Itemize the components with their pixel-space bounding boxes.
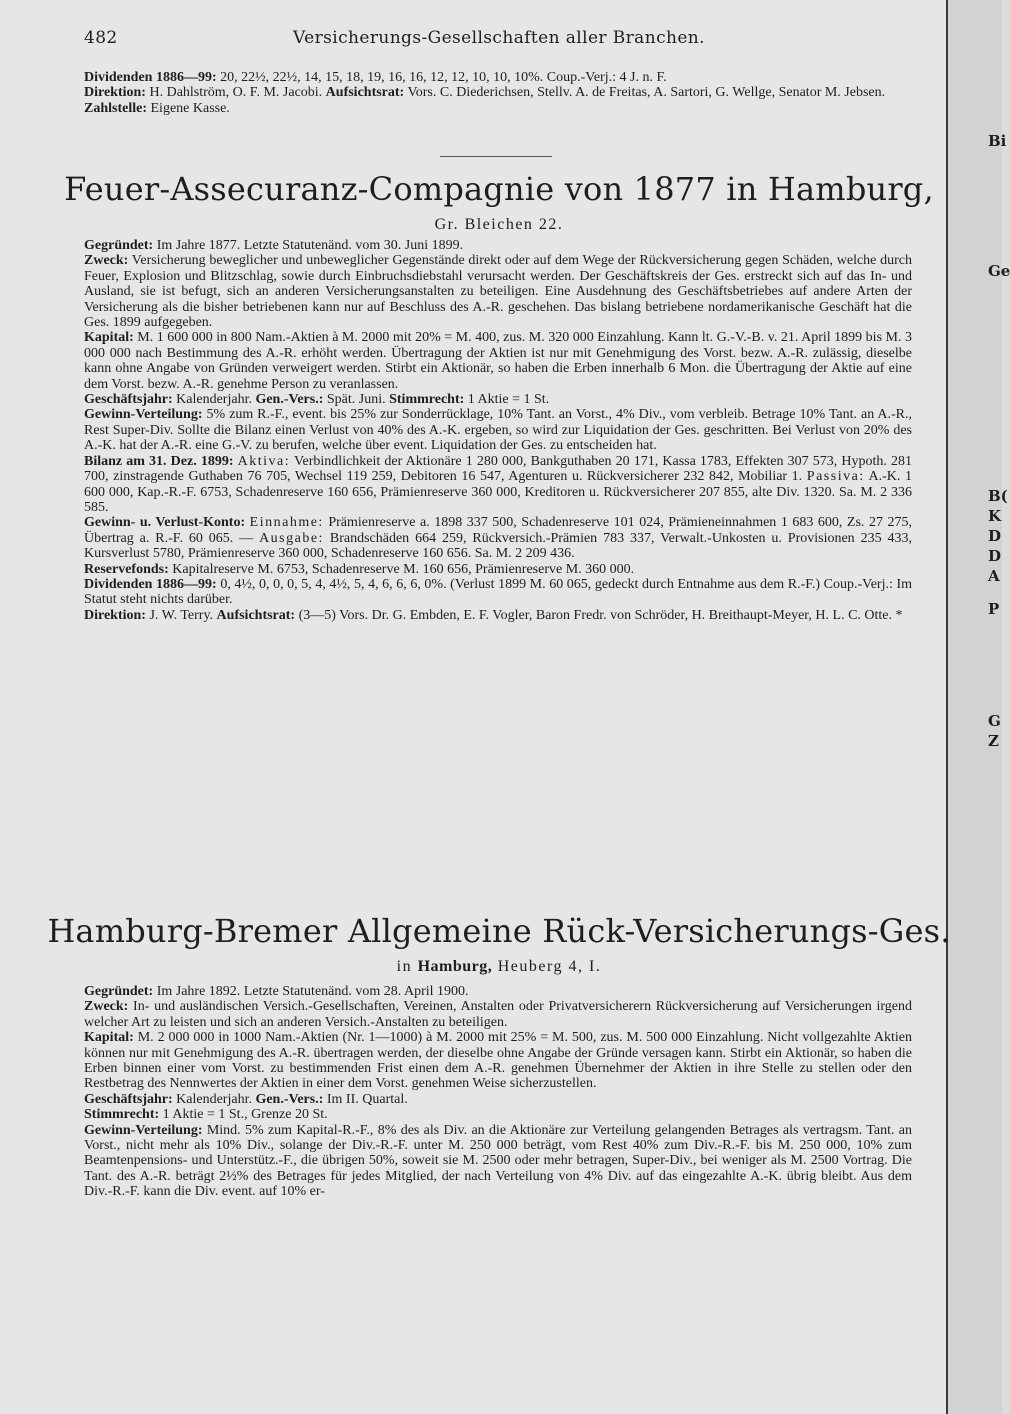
stimmrecht-text: 1 Aktie = 1 St. [467, 392, 550, 408]
company1-address: Gr. Bleichen 22. [434, 216, 564, 233]
dividenden-label: Dividenden 1886—99: [84, 576, 217, 592]
gutter-fragment: Z [988, 732, 999, 750]
passiva-text: A.-K. 1 600 000, Kap.-R.-F. 6753, Schadenreserve 160 656, Prämienreserve 360 000, Kreditoren u. Rückversicherer 207 855, alte Div. 1320. Sa. M. 2 336 585. [84, 469, 912, 515]
gutter-fragment: D [988, 547, 1002, 565]
aktiva-text: Verbindlichkeit der Aktionäre 1 280 000, Bankguthaben 20 171, Kassa 1783, Effekten 307 573, Hypoth. 281 700, zinstragende Guthaben 76 705, Wechsel 119 259, Debitoren 16 547, Agenturen u. Rückversicherer 232 842, Mobiliar 1. [84, 453, 912, 485]
reservefonds-text: Kapitalreserve M. 6753, Schadenreserve M. 160 656, Prämienreserve M. 360 000. [172, 561, 635, 577]
gegruendet-paragraph [84, 238, 912, 253]
gewinn-label: Gewinn-Verteilung: [84, 1122, 203, 1138]
geschaeftsjahr-text: Kalenderjahr. [176, 1091, 252, 1107]
company2-body [84, 984, 912, 1200]
gewinn-label: Gewinn-Verteilung: [84, 407, 203, 423]
address-prefix: in [396, 958, 413, 975]
gegruendet-text: Im Jahre 1892. Letzte Statutenänd. vom 28. April 1900. [156, 984, 469, 999]
gutter-fragment: Ge [988, 262, 1010, 280]
zweck-paragraph [84, 999, 912, 1030]
zahlstelle-text: Eigene Kasse. [150, 100, 230, 116]
gewinn-verteilung-paragraph [84, 407, 912, 453]
direktion-text: J. W. Terry. [149, 607, 214, 623]
previous-entry-tail [84, 70, 912, 116]
gutter-fragment: K [988, 507, 1002, 525]
genvers-text: Spät. Juni. [326, 392, 386, 408]
aufsichtsrat-text: (3—5) Vors. Dr. G. Embden, E. F. Vogler, Baron Fredr. von Schröder, H. Breithaupt-Meyer, H. L. C. Otte. * [298, 607, 903, 623]
gewinn-text: Mind. 5% zum Kapital-R.-F., 8% des als Div. an die Aktionäre zur Verteilung gelangenden Betrages als vertragsm. Tant. an Vorst., nicht mehr als 10% Div., solange der Div.-R.-F. unter M. 250 000 beträgt, vom Rest 40% zum Div.-R.-F. bis M. 250 000, 10% zum Beamtenpensions- und Unterstütz.-F., die übrigen 50%, soweit sie M. 2500 oder mehr betragen, Super-Div., bei weniger als M. 2500 Vortrag. Die Tant. des A.-R. beträgt 2½% des Betrages für jedes Mitglied, der nach Verteilung von 4% Div. auf das eingezahlte A.-K. übrig bleibt. Aus dem Div.-R.-F. kann die Div. event. auf 10% er- [84, 1122, 913, 1200]
company1-title: Feuer-Assecuranz-Compagnie von 1877 in Hamburg, [64, 170, 934, 208]
guv-label: Gewinn- u. Verlust-Konto: [84, 515, 246, 531]
dividenden-paragraph [84, 577, 912, 608]
running-header [84, 28, 914, 54]
gutter-fragment: D [988, 527, 1002, 545]
gutter-fragment: B( [988, 487, 1008, 505]
kapital-label: Kapital: [84, 1030, 134, 1046]
gewinn-text: 5% zum R.-F., event. bis 25% zur Sonderrücklage, 10% Tant. an Vorst., 4% Div., vom verbleib. Betrage 10% Tant. an A.-R., Rest Super-Div. Sollte die Bilanz einen Verlust von 40% des A.-K. ergeben, so wird zur Liquidation der Ges. geschritten. Bei Verlust von 20% des A.-K. hat der A.-R. eine G.-V. zu berufen, welche über event. Liquidation der Ges. zu entscheiden hat. [84, 407, 913, 454]
reservefonds-paragraph [84, 562, 912, 577]
passiva-label: Passiva: [806, 469, 865, 485]
dividenden-label: Dividenden 1886—99: [84, 70, 217, 85]
zweck-text: In- und ausländischen Versich.-Gesellschaften, Vereinen, Anstalten oder Privatversicherern Rückversicherung auf Versicherungen irgend welcher Art zu leisten und sich an anderen Versich.-Anstalten zu beteiligen. [84, 999, 913, 1030]
reservefonds-label: Reservefonds: [84, 561, 169, 577]
direktion-label: Direktion: [84, 85, 146, 101]
kapital-paragraph [84, 330, 912, 392]
stimmrecht-label: Stimmrecht: [84, 1107, 160, 1123]
bilanz-label: Bilanz am 31. Dez. 1899: [84, 453, 234, 469]
kapital-paragraph [84, 1030, 912, 1092]
direktion-paragraph [84, 608, 912, 623]
gutter-fragment: A [988, 567, 1000, 585]
section-divider [440, 156, 552, 157]
gutter-fragment: G [988, 712, 1001, 730]
zweck-label: Zweck: [84, 253, 129, 269]
stimmrecht-text: 1 Aktie = 1 St., Grenze 20 St. [162, 1107, 328, 1123]
company1-body [84, 238, 912, 623]
gewinn-verteilung-paragraph [84, 1123, 912, 1200]
aufsichtsrat-label: Aufsichtsrat: [216, 607, 296, 623]
gegruendet-paragraph [84, 984, 912, 999]
adjacent-page-edge [946, 0, 1010, 1414]
einnahme-label: Einnahme: [249, 515, 324, 531]
kapital-label: Kapital: [84, 330, 134, 346]
kapital-text: M. 1 600 000 in 800 Nam.-Aktien à M. 2000 mit 20% = M. 400, zus. M. 320 000 Einzahlung. Kann lt. G.-V.-B. v. 21. April 1899 bis M. 3 000 000 nach Bestimmung des A.-R. erhöht werden. Übertragung der Aktien ist nur mit Genehmigung des Vorst. bezw. A.-R. zulässig, dieselbe kann ohne Angabe von Gründen verweigert werden. Stirbt ein Aktionär, so haben die Erben innerhalb 6 Mon. die Übertragung der Aktie auf eine dem Vorst. bezw. A.-R. genehme Person zu veranlassen. [84, 330, 912, 392]
genvers-label: Gen.-Vers.: [255, 1091, 324, 1107]
einnahme-text: Prämienreserve a. 1898 337 500, Schadenreserve 101 024, Prämieneinnahmen 1 683 600, Zs. 27 275, Übertrag a. R.-F. 60 065. — [84, 515, 912, 546]
aktiva-label: Aktiva: [237, 453, 291, 469]
direktion-paragraph [84, 85, 912, 100]
dividenden-text: 0, 4½, 0, 0, 0, 5, 4, 4½, 5, 4, 6, 6, 6, 0%. (Verlust 1899 M. 60 065, gedeckt durch Entnahme aus dem R.-F.) Coup.-Verj.: Im Statut steht nichts darüber. [84, 576, 913, 608]
gutter-fragment: Bi [988, 132, 1007, 150]
page-number: 482 [84, 28, 118, 48]
bilanz-paragraph [84, 454, 912, 516]
aufsichtsrat-label: Aufsichtsrat: [325, 85, 405, 101]
geschaeftsjahr-paragraph [84, 1092, 912, 1107]
guv-paragraph [84, 515, 912, 561]
aufsichtsrat-text: Vors. C. Diederichsen, Stellv. A. de Freitas, A. Sartori, G. Wellge, Senator M. Jebsen. [407, 85, 886, 101]
ausgabe-text: Brandschäden 664 259, Rückversich.-Prämien 783 337, Verwalt.-Unkosten u. Provisionen 235 433, Kursverlust 5780, Prämienreserve 360 000, Schadenreserve 160 656. Sa. M. 2 209 436. [84, 530, 912, 562]
gegruendet-label: Gegründet: [84, 984, 154, 999]
dividenden-text: 20, 22½, 22½, 14, 15, 18, 19, 16, 16, 12, 12, 10, 10, 10%. Coup.-Verj.: 4 J. n. F. [220, 70, 667, 85]
stimmrecht-label: Stimmrecht: [389, 392, 465, 408]
zahlstelle-label: Zahlstelle: [84, 100, 147, 116]
zweck-paragraph [84, 253, 912, 330]
direktion-label: Direktion: [84, 607, 146, 623]
dividenden-paragraph [84, 70, 912, 85]
gutter-fragment: P [988, 600, 1000, 618]
geschaeftsjahr-label: Geschäftsjahr: [84, 1091, 173, 1107]
stimmrecht-paragraph [84, 1107, 912, 1122]
direktion-text: H. Dahlström, O. F. M. Jacobi. [149, 85, 323, 101]
kapital-text: M. 2 000 000 in 1000 Nam.-Aktien (Nr. 1—1000) à M. 2000 mit 25% = M. 500, zus. M. 500 000 Einzahlung. Nicht vollgezahlte Aktien können nur mit Genehmigung des A.-R. übertragen werden, der dieselbe ohne Angabe der Gründe versagen kann. Stirbt ein Aktionär, so haben die Erben binnen einer vom Vorst. zu bestimmenden Frist einen dem A.-R. genehmen Übernehmer der Aktien in ihre Stelle zu stellen oder den Restbetrag des Nennwertes der Aktien in einer dem Vorst. genehmen Weise sicherzustellen. [84, 1030, 912, 1092]
genvers-text: Im II. Quartal. [326, 1091, 408, 1107]
company2-address [40, 958, 958, 976]
address-city: Hamburg, [417, 958, 493, 975]
geschaeftsjahr-text: Kalenderjahr. [176, 392, 252, 408]
genvers-label: Gen.-Vers.: [255, 392, 324, 408]
zahlstelle-paragraph [84, 101, 912, 116]
ausgabe-label: Ausgabe: [259, 530, 324, 546]
running-title: Versicherungs-Gesellschaften aller Branchen. [293, 28, 705, 48]
gegruendet-text: Im Jahre 1877. Letzte Statutenänd. vom 30. Juni 1899. [156, 238, 464, 253]
gegruendet-label: Gegründet: [84, 238, 154, 253]
zweck-label: Zweck: [84, 999, 129, 1015]
address-rest: Heuberg 4, I. [497, 958, 602, 975]
company2-title: Hamburg-Bremer Allgemeine Rück-Versicherungs-Ges. [47, 912, 951, 950]
geschaeftsjahr-label: Geschäftsjahr: [84, 392, 173, 408]
geschaeftsjahr-paragraph [84, 392, 912, 407]
zweck-text: Versicherung beweglicher und unbeweglicher Gegenstände direkt oder auf dem Wege der Rückversicherung gegen Schäden, welche durch Feuer, Explosion und Blitzschlag, sowie durch Einbruchsdiebstahl verursacht werden. Der Geschäftskreis der Ges. erstreckt sich auf das In- und Ausland, sie ist befugt, sich an anderen Versicherungsanstalten zu beteiligen. Eine Ausdehnung des Geschäftsbetriebes auf andere Arten der Versicherung als die bisher betriebenen kann nur auf Beschluss des A.-R. geschehen. Das bislang betriebene nordamerikanische Geschäft hat die Ges. 1899 aufgegeben. [84, 253, 912, 331]
